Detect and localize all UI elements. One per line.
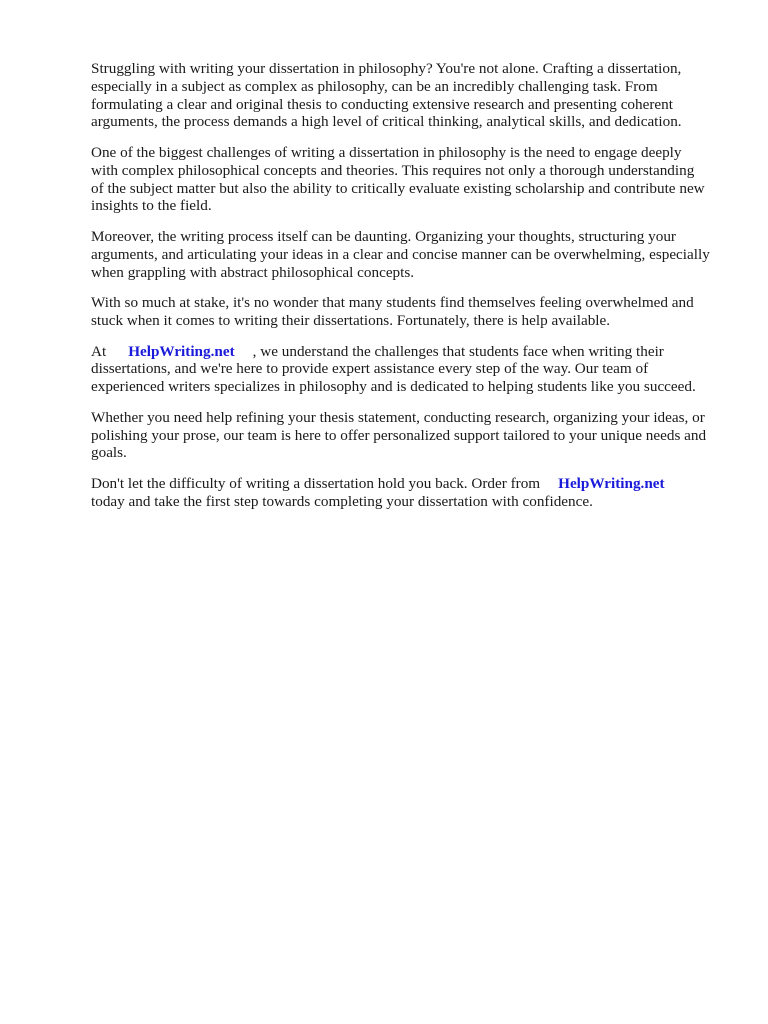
paragraph-help-available (91, 294, 731, 330)
paragraph-intro (91, 60, 731, 131)
text-line: insights to the field. (91, 197, 212, 215)
text-line: arguments, and articulating your ideas in a clear and concise manner can be overwhelming, especially (91, 245, 710, 263)
text-segment: Don't let the difficulty of writing a dissertation hold you back. Order from (91, 474, 541, 492)
text-line: stuck when it comes to writing their dissertations. Fortunately, there is help available. (91, 311, 611, 329)
text-line: With so much at stake, it's no wonder that many students find themselves feeling overwhelmed and (91, 294, 694, 312)
text-segment: , we understand the challenges that students face when writing their (252, 342, 664, 360)
text-line (91, 475, 731, 493)
text-line: today and take the first step towards completing your dissertation with confidence. (91, 492, 593, 510)
text-line: Whether you need help refining your thesis statement, conducting research, organizing your ideas, or (91, 408, 705, 426)
text-line: experienced writers specializes in philosophy and is dedicated to helping students like you succeed. (91, 378, 696, 396)
text-line: polishing your prose, our team is here to offer personalized support tailored to your unique needs and (91, 426, 707, 444)
text-line: formulating a clear and original thesis to conducting extensive research and presenting coherent (91, 95, 673, 113)
text-line: goals. (91, 444, 127, 462)
text-line: especially in a subject as complex as philosophy, can be an incredibly challenging task. From (91, 77, 658, 95)
paragraph-challenges (91, 144, 731, 215)
text-line: Moreover, the writing process itself can be daunting. Organizing your thoughts, structuring your (91, 227, 676, 245)
helpwriting-link[interactable]: HelpWriting.net (558, 474, 665, 492)
document-page (91, 60, 731, 523)
paragraph-helpwriting (91, 343, 731, 396)
text-line: with complex philosophical concepts and theories. This requires not only a thorough understanding (91, 161, 695, 179)
text-line: One of the biggest challenges of writing a dissertation in philosophy is the need to engage deeply (91, 143, 682, 161)
text-line: of the subject matter but also the ability to critically evaluate existing scholarship and contribute new (91, 179, 705, 197)
paragraph-call-to-action (91, 475, 731, 511)
text-line: arguments, the process demands a high level of critical thinking, analytical skills, and dedication. (91, 113, 682, 131)
paragraph-writing-process (91, 228, 731, 281)
text-segment: At (91, 342, 107, 360)
text-line: Struggling with writing your dissertation in philosophy? You're not alone. Crafting a dissertation, (91, 60, 682, 77)
paragraph-support (91, 409, 731, 462)
helpwriting-link[interactable]: HelpWriting.net (128, 342, 235, 360)
text-line: when grappling with abstract philosophical concepts. (91, 263, 415, 281)
text-line (91, 343, 731, 361)
text-line: dissertations, and we're here to provide expert assistance every step of the way. Our team of (91, 360, 649, 378)
